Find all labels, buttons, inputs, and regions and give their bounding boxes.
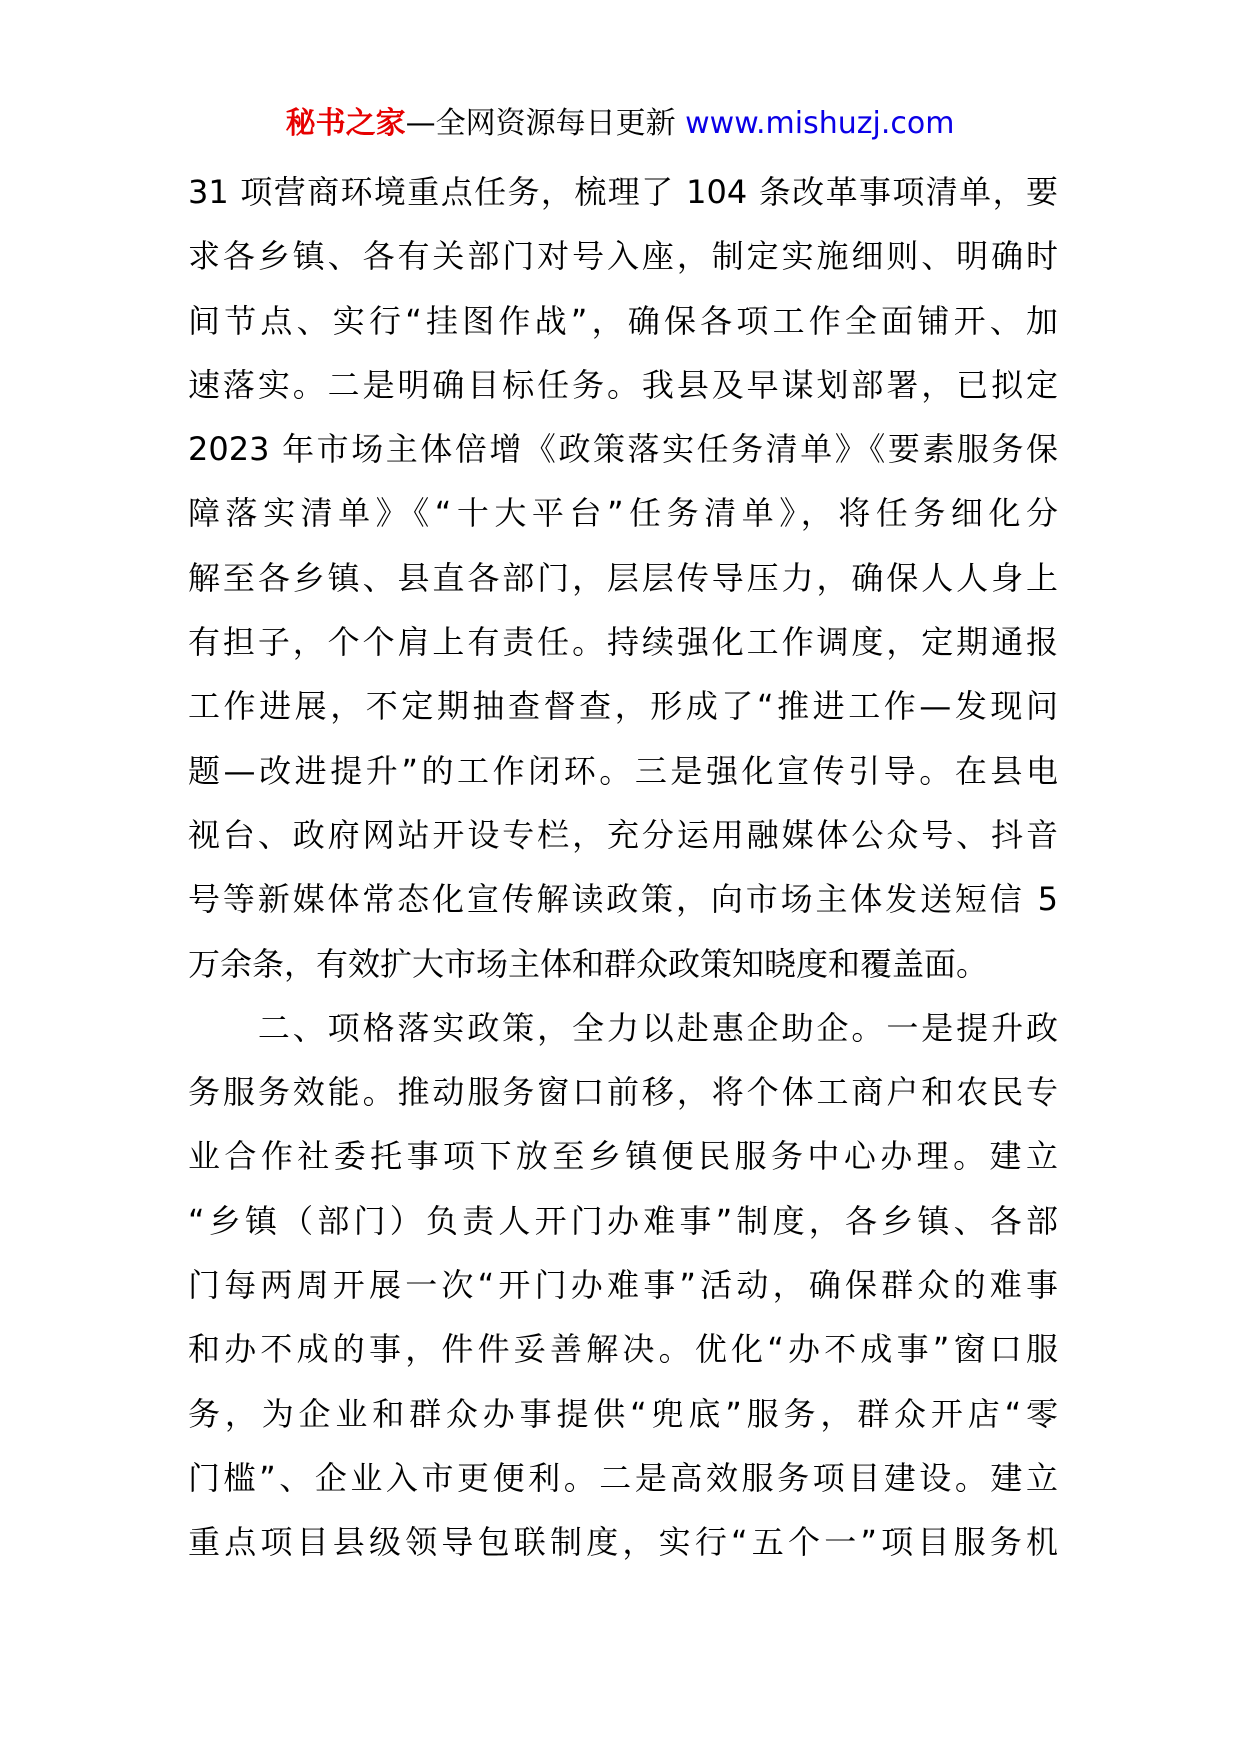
text-line: 号等新媒体常态化宣传解读政策，向市场主体发送短信 5 [188, 880, 1058, 919]
text-line: 务服务效能。推动服务窗口前移，将个体工商户和农民专 [188, 1073, 1058, 1112]
text-line: 题—改进提升”的工作闭环。三是强化宣传引导。在县电 [188, 751, 1058, 790]
site-slogan: —全网资源每日更新 [405, 106, 686, 141]
text-line: 业合作社委托事项下放至乡镇便民服务中心办理。建立 [188, 1137, 1058, 1176]
text-line: 重点项目县级领导包联制度，实行“五个一”项目服务机 [188, 1523, 1058, 1562]
text-line: 门每两周开展一次“开门办难事”活动，确保群众的难事 [188, 1266, 1058, 1305]
site-url-link[interactable]: www.mishuzj.com [685, 106, 955, 141]
paragraph-start-line: 二、项格落实政策，全力以赴惠企助企。一是提升政 [188, 1008, 1058, 1047]
text-line: 间节点、实行“挂图作战”，确保各项工作全面铺开、加 [188, 301, 1058, 340]
text-line: 有担子，个个肩上有责任。持续强化工作调度，定期通报 [188, 623, 1058, 662]
text-line: 务，为企业和群众办事提供“兜底”服务，群众开店“零 [188, 1394, 1058, 1433]
text-line: 视台、政府网站开设专栏，充分运用融媒体公众号、抖音 [188, 815, 1058, 854]
text-line: 万余条，有效扩大市场主体和群众政策知晓度和覆盖面。 [188, 944, 989, 983]
text-line: 和办不成的事，件件妥善解决。优化“办不成事”窗口服 [188, 1330, 1058, 1369]
site-header [0, 102, 1240, 146]
document-body [188, 160, 1058, 1575]
text-line: 解至各乡镇、县直各部门，层层传导压力，确保人人身上 [188, 558, 1058, 597]
text-line: 障落实清单》《“十大平台”任务清单》，将任务细化分 [188, 494, 1058, 533]
text-line: 工作进展，不定期抽查督查，形成了“推进工作—发现问 [188, 687, 1058, 726]
text-line: “乡镇（部门）负责人开门办难事”制度，各乡镇、各部 [188, 1201, 1058, 1240]
text-line: 求各乡镇、各有关部门对号入座，制定实施细则、明确时 [188, 237, 1058, 276]
text-line: 速落实。二是明确目标任务。我县及早谋划部署，已拟定 [188, 365, 1058, 404]
text-line: 门槛”、企业入市更便利。二是高效服务项目建设。建立 [188, 1458, 1058, 1497]
brand-name: 秘书之家 [285, 106, 406, 141]
text-line: 2023 年市场主体倍增《政策落实任务清单》《要素服务保 [188, 430, 1058, 469]
text-line: 31 项营商环境重点任务，梳理了 104 条改革事项清单，要 [188, 173, 1058, 211]
